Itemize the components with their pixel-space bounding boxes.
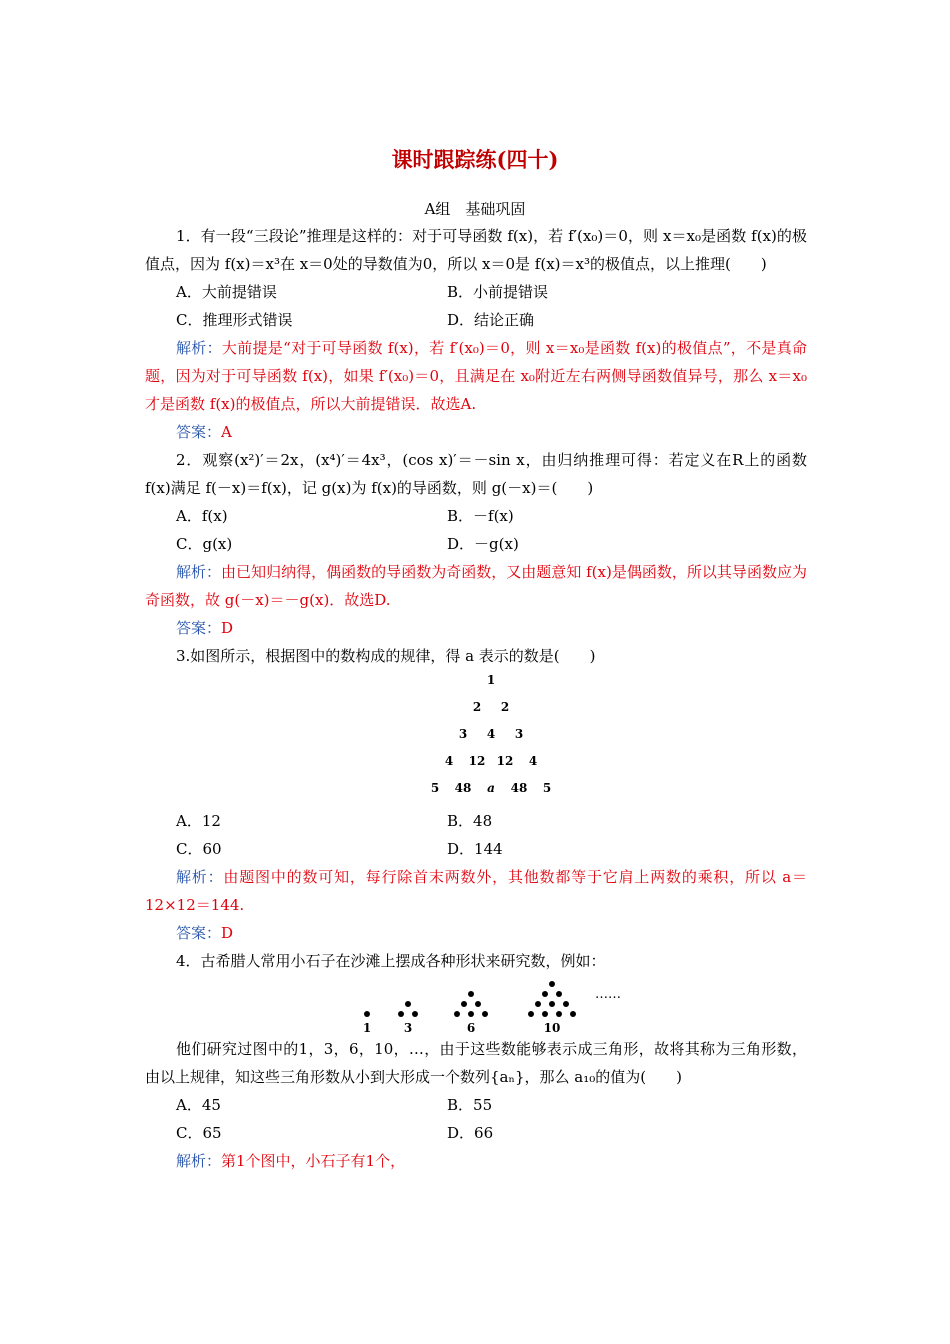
page-title: 课时跟踪练(四十) xyxy=(391,147,559,172)
question-1-options-row-1 xyxy=(145,278,807,306)
answer-label: 答案： xyxy=(176,924,222,942)
triangle-cell: 4 xyxy=(486,727,496,741)
question-3-analysis xyxy=(145,863,807,919)
q3-option-b: B．48 xyxy=(447,812,493,830)
pebble-figure xyxy=(145,975,807,1035)
q4-option-d: D．66 xyxy=(447,1124,494,1142)
q4-option-a: A．45 xyxy=(176,1096,221,1114)
triangle-cell: 3 xyxy=(514,727,524,741)
question-3-answer xyxy=(145,919,807,947)
q1-option-a: A．大前提错误 xyxy=(176,283,277,301)
question-1-answer xyxy=(145,418,807,446)
question-4-options-row-1 xyxy=(145,1091,807,1119)
triangle-cell: 4 xyxy=(444,754,454,768)
analysis-text: 第1个图中，小石子有1个， xyxy=(221,1152,406,1170)
question-2-options-row-2 xyxy=(145,530,807,558)
triangle-cell: 48 xyxy=(454,781,472,795)
triangle-row-1 xyxy=(145,672,837,688)
triangle-cell: 12 xyxy=(496,754,514,768)
triangle-cell: 2 xyxy=(500,700,510,714)
q3-option-d: D．144 xyxy=(447,840,503,858)
pebbles-1 xyxy=(364,1011,370,1017)
analysis-text: 由已知归纳得，偶函数的导函数为奇函数，又由题意知 f(x)是偶函数，所以其导函数应为奇函数，故 g(－x)＝－g(x)．故选D. xyxy=(145,563,807,609)
q1-option-b: B．小前提错误 xyxy=(447,283,549,301)
content xyxy=(145,222,807,1175)
question-3-options-row-1 xyxy=(145,807,807,835)
answer-value: D xyxy=(221,924,234,942)
q2-option-a: A．f(x) xyxy=(176,507,228,525)
analysis-label: 解析： xyxy=(176,1152,222,1170)
question-4-analysis xyxy=(145,1147,807,1175)
triangle-cell: a xyxy=(487,781,495,795)
figure-ellipsis: …… xyxy=(595,987,621,1002)
triangle-cell: 48 xyxy=(510,781,528,795)
triangular-number-figure xyxy=(355,975,655,1035)
q2-option-b: B．－f(x) xyxy=(447,507,514,525)
analysis-label: 解析： xyxy=(176,339,222,357)
q3-option-c: C．60 xyxy=(176,840,222,858)
question-4-continuation: 他们研究过图中的1，3，6，10，…，由于这些数能够表示成三角形，故将其称为三角形数，由以上规律，知这些三角形数从小到大形成一个数列{aₙ}，那么 a₁₀的值为( ) xyxy=(145,1040,807,1086)
question-2-answer xyxy=(145,614,807,642)
triangle-row-4 xyxy=(145,753,837,769)
answer-value: D xyxy=(221,619,234,637)
answer-label: 答案： xyxy=(176,423,222,441)
q1-option-c: C．推理形式错误 xyxy=(176,311,293,329)
figure-label: 6 xyxy=(466,1021,476,1035)
question-1-options-row-2 xyxy=(145,306,807,334)
q1-option-d: D．结论正确 xyxy=(447,311,535,329)
q2-option-c: C．g(x) xyxy=(176,535,233,553)
triangle-cell: 5 xyxy=(430,781,440,795)
question-3-stem: 3.如图所示，根据图中的数构成的规律，得 a 表示的数是( ) xyxy=(176,647,596,665)
question-3-options-row-2 xyxy=(145,835,807,863)
figure-label: 10 xyxy=(543,1021,561,1035)
triangle-row-2 xyxy=(145,699,837,715)
answer-label: 答案： xyxy=(176,619,222,637)
triangle-cell: 4 xyxy=(528,754,538,768)
question-4-stem: 4．古希腊人常用小石子在沙滩上摆成各种形状来研究数，例如： xyxy=(176,952,606,970)
section-heading: A组 基础巩固 xyxy=(424,200,526,218)
triangle-row-5 xyxy=(145,780,837,796)
analysis-text: 大前提是“对于可导函数 f(x)，若 f′(x₀)＝0，则 x＝x₀是函数 f(x)的极值点”，不是真命题，因为对于可导函数 f(x)，如果 f′(x₀)＝0，且满足在 x₀附近左右两侧导函数值异号，那么 x＝x₀才是函数 f(x)的极值点，所以大前提错误．故选A. xyxy=(145,339,807,413)
answer-value: A xyxy=(221,423,232,441)
question-2-options-row-1 xyxy=(145,502,807,530)
triangle-row-3 xyxy=(145,726,837,742)
triangle-cell: 2 xyxy=(472,700,482,714)
pebbles-3 xyxy=(398,1001,418,1017)
q4-option-c: C．65 xyxy=(176,1124,222,1142)
figure-label: 1 xyxy=(362,1021,372,1035)
question-2-analysis xyxy=(145,558,807,614)
q2-option-d: D．－g(x) xyxy=(447,535,519,553)
question-4-options-row-2 xyxy=(145,1119,807,1147)
analysis-label: 解析： xyxy=(176,563,222,581)
pebbles-10 xyxy=(528,981,576,1017)
question-2-stem: 2．观察(x²)′＝2x，(x⁴)′＝4x³，(cos x)′＝－sin x，由归纳推理可得：若定义在R上的函数 f(x)满足 f(－x)＝f(x)，记 g(x)为 f(x)的导函数，则 g(－x)＝( ) xyxy=(145,451,807,497)
triangle-cell: 12 xyxy=(468,754,486,768)
triangle-cell: 1 xyxy=(486,673,496,687)
q4-option-b: B．55 xyxy=(447,1096,493,1114)
analysis-text: 由题图中的数可知，每行除首末两数外，其他数都等于它肩上两数的乘积，所以 a＝12×12＝144. xyxy=(145,868,807,914)
triangle-cell: 3 xyxy=(458,727,468,741)
triangle-cell: 5 xyxy=(542,781,552,795)
pebbles-6 xyxy=(454,991,488,1017)
figure-label: 3 xyxy=(403,1021,413,1035)
analysis-label: 解析： xyxy=(176,868,224,886)
question-1-analysis xyxy=(145,334,807,418)
question-1-stem: 1．有一段“三段论”推理是这样的：对于可导函数 f(x)，若 f′(x₀)＝0，则 x＝x₀是函数 f(x)的极值点，因为 f(x)＝x³在 x＝0处的导数值为0，所以 x＝0是 f(x)＝x³的极值点，以上推理( ) xyxy=(145,227,807,273)
number-triangle xyxy=(145,670,807,807)
q3-option-a: A．12 xyxy=(176,812,221,830)
